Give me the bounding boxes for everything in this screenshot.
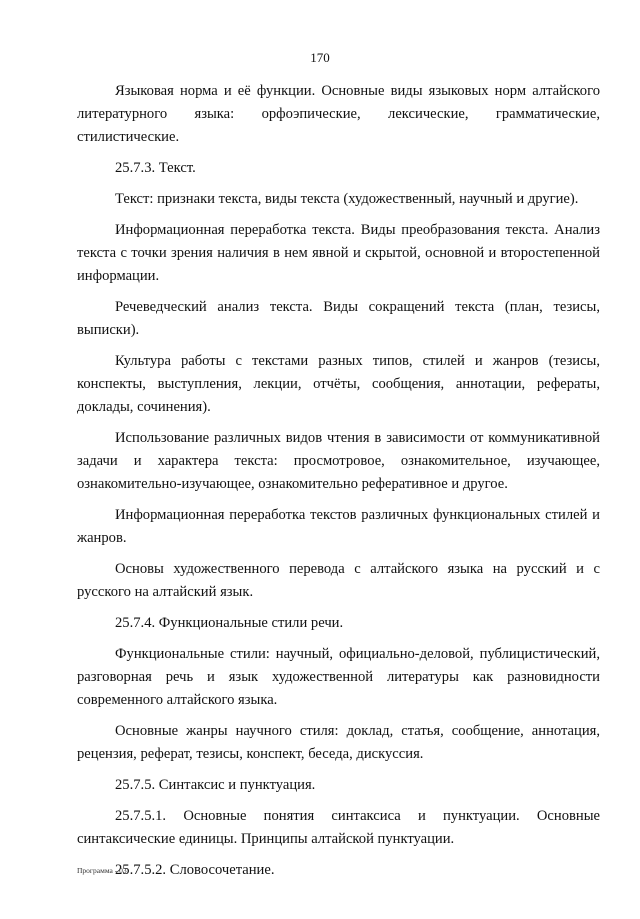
- paragraph-syntax-concepts: 25.7.5.1. Основные понятия синтаксиса и пунктуации. Основные синтаксические единицы. Принципы алтайской пунктуации.: [77, 808, 600, 847]
- paragraph-text-features: Текст: признаки текста, виды текста (художественный, научный и другие).: [115, 191, 579, 207]
- document-body: [77, 80, 600, 890]
- paragraph-work-culture: Культура работы с текстами разных типов, стилей и жанров (тезисы, конспекты, выступления, лекции, отчёты, сообщения, аннотации, рефераты, доклады, сочинения).: [77, 353, 600, 415]
- paragraph-translation: Основы художественного перевода с алтайского языка на русский и с русского на алтайский язык.: [77, 561, 600, 600]
- section-heading-syntax: 25.7.5. Синтаксис и пунктуация.: [115, 777, 316, 793]
- section-heading-text: 25.7.3. Текст.: [115, 160, 196, 176]
- paragraph-functional-styles: Функциональные стили: научный, официально-деловой, публицистический, разговорная речь и язык художественной литературы как разновидности современного алтайского языка.: [77, 646, 600, 708]
- paragraph-styles-processing: Информационная переработка текстов различных функциональных стилей и жанров.: [77, 507, 600, 546]
- paragraph-info-processing: Информационная переработка текста. Виды преобразования текста. Анализ текста с точки зрения наличия в нем явной и скрытой, основной и второстепенной информации.: [77, 222, 600, 284]
- section-heading-phrase: 25.7.5.2. Словосочетание.: [115, 862, 275, 878]
- paragraph-language-norm: Языковая норма и её функции. Основные виды языковых норм алтайского литературного языка: орфоэпические, лексические, грамматические, стилистические.: [77, 83, 600, 145]
- paragraph-speech-analysis: Речеведческий анализ текста. Виды сокращений текста (план, тезисы, выписки).: [77, 299, 600, 338]
- paragraph-scientific-genres: Основные жанры научного стиля: доклад, статья, сообщение, аннотация, рецензия, реферат, тезисы, конспект, беседа, дискуссия.: [77, 723, 600, 762]
- footer-label: Программа - 03: [77, 866, 127, 875]
- paragraph-reading-types: Использование различных видов чтения в зависимости от коммуникативной задачи и характера текста: просмотровое, ознакомительное, изучающее, ознакомительно-изучающее, ознакомительно реферативное и другое.: [77, 430, 600, 492]
- section-heading-styles: 25.7.4. Функциональные стили речи.: [115, 615, 344, 631]
- page-number: 170: [310, 50, 330, 65]
